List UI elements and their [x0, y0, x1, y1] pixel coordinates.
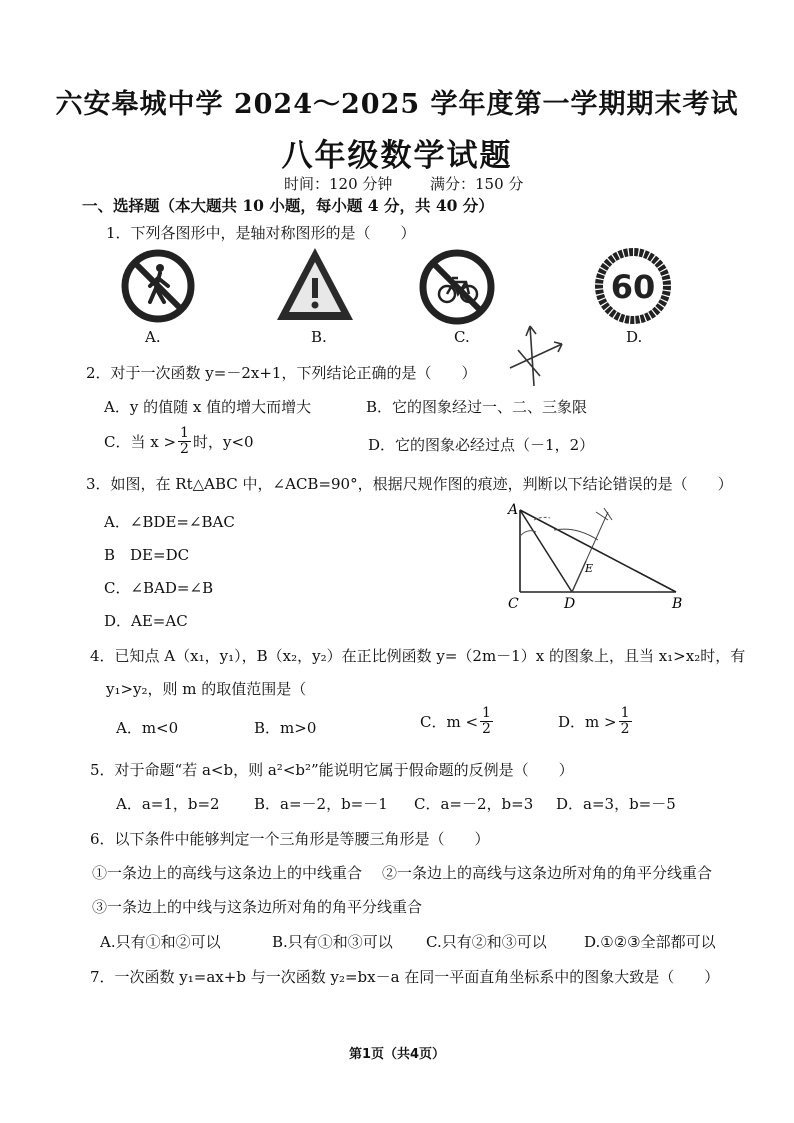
q5-option-c: C．a=－2，b=3: [414, 795, 534, 813]
q3-stem: 3．如图，在 Rt△ABC 中，∠ACB=90°，根据尺规作图的痕迹，判断以下结论错误的是（ ）: [86, 475, 733, 493]
q2-option-b: B．它的图象经过一、二、三象限: [366, 398, 588, 416]
q6-option-c: C.只有②和③可以: [426, 933, 547, 951]
q4-option-c-pre: C．m <: [420, 712, 479, 731]
no-pedestrian-sign-icon: [120, 248, 196, 324]
q1-label-c: C.: [454, 328, 470, 346]
page-number: 第1页（共4页）: [348, 1047, 446, 1062]
q4-line2: y₁>y₂，则 m 的取值范围是（: [106, 680, 307, 698]
q3-triangle-figure: [500, 498, 700, 616]
q2-option-a: A．y 的值随 x 值的增大而增大: [104, 398, 312, 416]
q1-label-d: D.: [626, 328, 643, 346]
q4-option-a: A．m<0: [116, 719, 179, 737]
exam-time: 时间：120 分钟: [284, 175, 393, 193]
segment-ab: [520, 510, 676, 592]
speed-limit-sign-icon: [593, 246, 673, 326]
q2-option-c-pre: C．当 x >: [104, 432, 177, 451]
q1-label-a: A.: [145, 328, 161, 346]
q3-option-c: C．∠BAD=∠B: [104, 579, 214, 597]
q5-option-d: D．a=3，b=－5: [556, 795, 676, 813]
segment-ad: [520, 510, 572, 592]
subject-title: 八年级数学试题: [281, 138, 513, 174]
q4-option-d-fraction: $\frac{1}{2}$: [620, 705, 630, 737]
label-a: A: [508, 502, 519, 518]
section-title: 一、选择题（本大题共 10 小题，每小题 4 分，共 40 分）: [82, 196, 494, 215]
label-d: D: [564, 596, 576, 612]
q7-stem: 7．一次函数 y₁=ax+b 与一次函数 y₂=bx－a 在同一平面直角坐标系中的图象大致是（ ）: [90, 968, 720, 986]
q6-option-d: D.①②③全部都可以: [584, 933, 716, 951]
q5-option-b: B．a=－2，b=－1: [254, 795, 388, 813]
q4-option-b: B．m>0: [254, 719, 317, 737]
no-bicycle-sign-icon: [418, 248, 496, 326]
exam-title: 六安皋城中学 2024～2025 学年度第一学期期末考试: [55, 89, 739, 120]
q2-stem: 2．对于一次函数 y=－2x+1，下列结论正确的是（ ）: [86, 364, 477, 382]
exam-score: 满分：150 分: [430, 175, 524, 193]
q4-option-d: [558, 706, 634, 736]
warning-triangle-icon: [273, 244, 357, 324]
q2-option-c-post: 时，y<0: [192, 432, 254, 451]
q3-option-d: D．AE=AC: [104, 612, 188, 630]
q1-label-b: B.: [311, 328, 327, 346]
q3-option-a: A．∠BDE=∠BAC: [104, 513, 235, 531]
label-b: B: [672, 596, 683, 612]
q1-stem: 1．下列各图形中，是轴对称图形的是（ ）: [106, 224, 416, 242]
label-e: E: [585, 562, 594, 575]
q6-stem: 6．以下条件中能够判定一个三角形是等腰三角形是（ ）: [90, 830, 490, 848]
q5-stem: 5．对于命题“若 a<b，则 a²<b²”能说明它属于假命题的反例是（ ）: [90, 761, 574, 779]
q6-condition-3: ③一条边上的中线与这条边所对角的角平分线重合: [92, 898, 423, 916]
q6-condition-2: ②一条边上的高线与这条边所对角的角平分线重合: [382, 864, 713, 882]
q3-option-b: B DE=DC: [104, 546, 190, 564]
q6-option-a: A.只有①和②可以: [100, 933, 221, 951]
q4-option-c: [420, 706, 495, 736]
bisector-ray: [572, 512, 608, 592]
q2-option-d: D．它的图象必经过点（－1，2）: [368, 436, 595, 454]
q6-option-b: B.只有①和③可以: [272, 933, 393, 951]
q4-option-d-pre: D．m >: [558, 712, 617, 731]
label-c: C: [508, 596, 519, 612]
q5-option-a: A．a=1，b=2: [116, 795, 220, 813]
q4-option-c-fraction: $\frac{1}{2}$: [482, 705, 491, 737]
q2-option-c-fraction: $\frac{1}{2}$: [180, 425, 189, 457]
q2-option-c: [104, 426, 254, 456]
pen-scribble-mark: [500, 318, 570, 390]
speed-limit-text: 60: [610, 268, 656, 306]
q4-line1: 4．已知点 A（x₁，y₁），B（x₂，y₂）在正比例函数 y=（2m－1）x 的图象上，且当 x₁>x₂时，有: [90, 647, 746, 665]
q6-condition-1: ①一条边上的高线与这条边上的中线重合: [92, 864, 363, 882]
